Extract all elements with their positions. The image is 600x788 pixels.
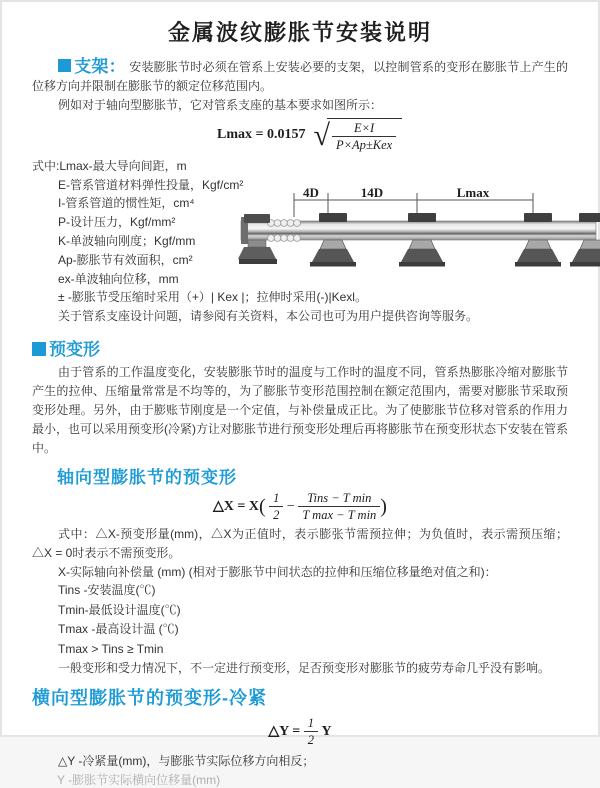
dim-label-4d: 4D — [303, 184, 319, 200]
section-bullet-icon — [32, 342, 46, 356]
half-fraction: $\frac{1}{2}$ — [269, 491, 283, 523]
definition-row: Tmax > Tins ≥ Tmin — [58, 641, 164, 656]
definition-row: Tmax -最高设计温 (℃) — [58, 622, 179, 637]
sqrt-sign: √ — [313, 118, 330, 152]
definition-row: 关于管系支座设计问题，请参阅有关资料，本公司也可为用户提供咨询等服务。 — [58, 309, 479, 324]
minus-sign: − — [286, 498, 295, 514]
definition-row: ex-单波轴向位移，mm — [58, 271, 179, 286]
definition-row: I-管系管道的惯性矩，cm⁴ — [58, 196, 195, 211]
definition-row: 式中:Lmax-最大导向间距，m — [32, 158, 187, 173]
definition-row: E-管系管道材料弹性投量，Kgf/cm² — [58, 177, 244, 192]
axial-definitions — [32, 563, 568, 679]
definitions-block — [32, 157, 568, 327]
formula-rhs: Y — [321, 723, 332, 739]
clipped-bottom-line: Y -膨胀节实际横向位移量(mm) — [57, 773, 221, 788]
dim-label-14d: 14D — [360, 184, 384, 200]
section-bullet-icon — [58, 59, 71, 72]
definition-row: △Y -冷紧量(mm)，与膨胀节实际位移方向相反； — [58, 753, 315, 768]
axial-explain-paragraph: 式中：△X-预变形量(mm)，△X为正值时，表示膨张节需预拉伸；为负值时，表示需预压缩；△X = 0时表示不需预变形。 — [32, 526, 568, 560]
guide-spacing-formula — [217, 118, 598, 153]
formula-fraction — [332, 121, 396, 153]
support-section-heading: 支架： — [74, 57, 126, 76]
fraction-denominator: P×Ap±Kex — [335, 138, 393, 153]
support-intro-text: 安装膨胀节时必须在管系上安装必要的支架，以控制管系的变形在膨胀节上产生的位移方向并限制在膨胀节的额定位移范围内。 — [32, 60, 568, 93]
page-title: 金属波纹膨胀节安装说明 — [167, 20, 432, 45]
lateral-formula — [2, 716, 598, 748]
predeform-heading-text: 预变形 — [49, 339, 100, 359]
definition-row: ± -膨胀节受压缩时采用（+）| Kex |；拉伸时采用(-)|Kexl。 — [58, 290, 367, 305]
definition-row: K-单波轴向刚度；Kgf/mm — [58, 233, 196, 248]
definition-row: Tins -安装温度(℃) — [58, 583, 156, 598]
formula-lhs: Lmax = 0.0157 — [217, 127, 306, 143]
open-paren: ( — [259, 495, 266, 518]
formula-lhs: △Y = — [268, 723, 301, 739]
formula-lhs: △X = X — [213, 498, 259, 514]
close-paren: ) — [380, 495, 387, 518]
dim-label-lmax: Lmax — [456, 184, 490, 200]
support-example-line: 例如对于轴向型膨胀节，它对管系支座的基本要求如图所示： — [58, 98, 383, 112]
axial-formula — [2, 491, 598, 523]
pipe-support-diagram — [241, 184, 596, 282]
half-fraction: $\frac{1}{2}$ — [304, 716, 318, 748]
definition-row: X-实际轴向补偿量 (mm) (相对于膨胀节中间状态的拉伸和压缩位移量绝对值之和)： — [58, 564, 497, 579]
definition-row: Tmin-最低设计温度(℃) — [58, 602, 181, 617]
lateral-subsection-heading: 横向型膨胀节的预变形-冷紧 — [32, 687, 267, 708]
temperature-fraction: $\frac{\text{Tins − T min}}{\text{T max − T min}}$ — [298, 491, 380, 523]
definition-row: 一般变形和受力情况下，不一定进行预变形，足否预变形对膨胀节的疲劳寿命几乎没有影响。 — [58, 661, 551, 676]
definition-row: P-设计压力，Kgf/mm² — [58, 215, 176, 230]
axial-subsection-heading: 轴向型膨胀节的预变形 — [57, 467, 237, 487]
predeform-section-heading — [32, 335, 598, 360]
support-paragraph — [32, 57, 568, 96]
definition-row: Ap-膨胀节有效面积，cm² — [58, 252, 193, 267]
sqrt-radical — [313, 118, 402, 153]
fraction-numerator: E×I — [332, 121, 396, 137]
predeform-paragraph: 由于管系的工作温度变化，安装膨胀节时的温度与工作时的温度不同，管系热膨胀冷缩对膨胀节产生的拉伸、压缩量常常是不均等的，为了膨胀节变形范围控制在额定范围内，需要对膨胀节采取预变形处理。另外，由于膨账节刚度是一个定值，与补偿量成正比。为了使膨胀节位移对管系的作用力最小，也可以采用预变形(冷紧)方让对膨胀节进行预变形处理后再将膨胀节在预变形状态下安装在管系中。 — [32, 364, 568, 455]
lateral-definition-line — [32, 752, 568, 771]
